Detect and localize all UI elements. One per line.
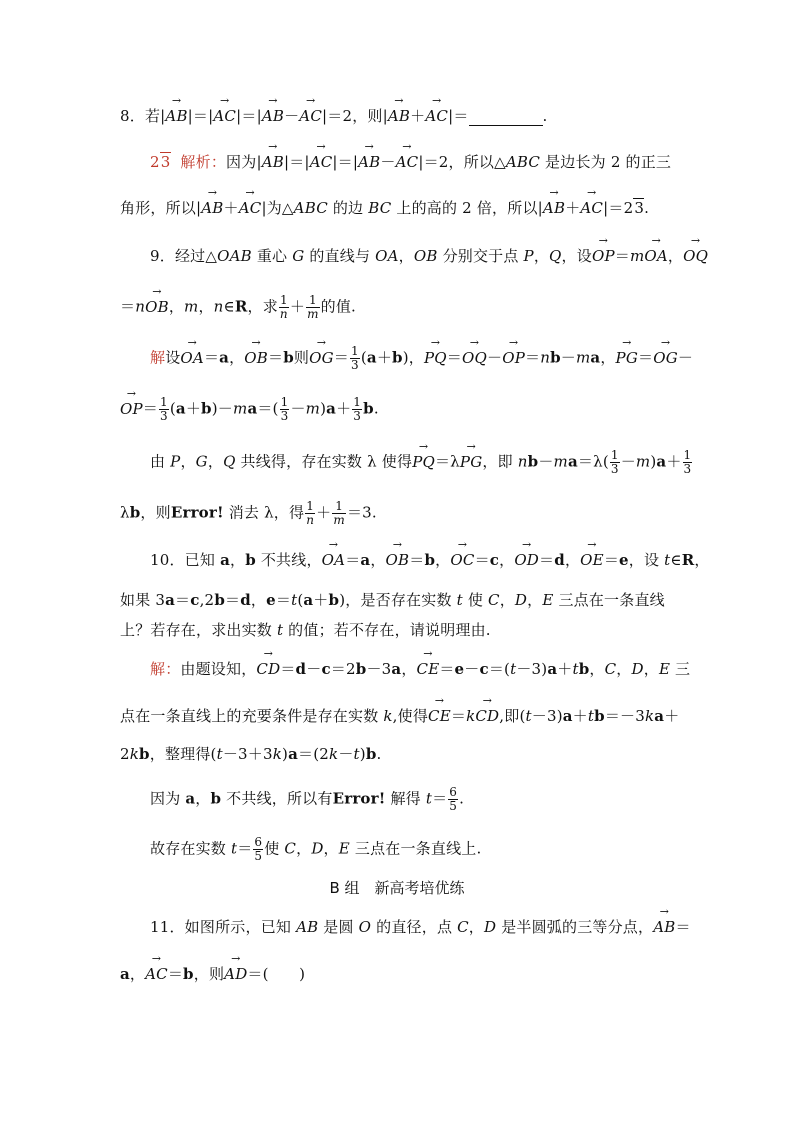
question-11-line2: a，→ AC＝b，则→ AD＝( ) [120,964,680,984]
question-10-line3: 上？若存在，求出实数 t 的值；若不存在，请说明理由. [120,621,491,639]
answer-8-line2: 角形，所以|→ AB＋→ AC|为△ABC 的边 BC 上的高的 2 倍，所以|→ AB＋→ AC|＝23. [120,198,680,218]
solution-10-line3: 2kb，整理得(t－3＋3k)a＝(2k－t)b. [120,745,382,763]
section-b-heading: B 组 新高考培优练 [329,879,465,897]
solution-10-line2: 点在一条直线上的充要条件是存在实数 k,使得→ CE＝k→ CD,即(t－3)a＋tb＝－3ka＋ [120,706,680,726]
answer-8-value: 23 [150,153,171,171]
solution-9-line2: → OP＝ $\frac{1}{3}$ (a＋b)－ma＝( $\frac{1}{3}$ －m)a＋ $\frac{1}{3}$ b. [120,396,680,423]
solution-9-line3: 由 P，G，Q 共线得，存在实数 λ 使得→ PQ＝λ→ PG，即 nb－ma＝λ( $\frac{1}{3}$ －m)a＋ $\frac{1}{3}$ [150,449,680,476]
solution-10-line4: 因为 a，b 不共线，所以有Error! 解得 t＝ $\frac{6}{5}$ . [150,785,465,813]
question-10-line1: 10．已知 a，b 不共线，→ OA＝a，→ OB＝b，→ OC＝c，→ OD＝d，→ OE＝e，设 t∈R， [150,550,680,570]
answer-8-line1: 23 解析：因为|→ AB|＝|→ AC|＝|→ AB－→ AC|＝2，所以△ABC 是边长为 2 的正三 [150,152,680,172]
solution-10-line1: 解：由题设知，→ CD＝d－c＝2b－3a，→ CE＝e－c＝(t－3)a＋tb，C，D，E 三 [150,659,680,679]
solution-label: 解 [150,348,166,367]
question-8: 8．若|→ AB|＝|→ AC|＝|→ AB－→ AC|＝2，则|→ AB＋→ AC|＝ . [120,106,680,126]
question-10-line2: 如果 3a＝c,2b＝d，e＝t(a＋b)，是否存在实数 t 使 C，D，E 三点在一条直线 [120,591,665,609]
analysis-label: 解析： [175,153,227,171]
solution-10-label: 解： [150,660,181,678]
question-9-line1: 9．经过△OAB 重心 G 的直线与 OA，OB 分别交于点 P，Q，设→ OP＝m→ OA，→ OQ [150,246,680,266]
solution-10-line5: 故存在实数 t＝ $\frac{6}{5}$ 使 C，D，E 三点在一条直线上. [150,835,482,863]
question-11-line1: 11．如图所示，已知 AB 是圆 O 的直径，点 C，D 是半圆弧的三等分点，→ AB＝ [150,917,680,937]
question-9-line2: ＝n→ OB，m，n∈R，求 $\frac{1}{n}$ ＋ $\frac{1}{m}$ 的值. [120,294,680,321]
answer-blank [469,111,543,126]
solution-9-line1: 解设→ OA＝a，→ OB＝b则→ OG＝ $\frac{1}{3}$ (a＋b)，→ PQ＝→ OQ－→ OP＝nb－ma，→ PG＝→ OG－ [150,345,680,372]
solution-9-line4: λb，则Error! 消去 λ，得 $\frac{1}{n}$ ＋ $\frac{1}{m}$ ＝3. [120,499,377,527]
